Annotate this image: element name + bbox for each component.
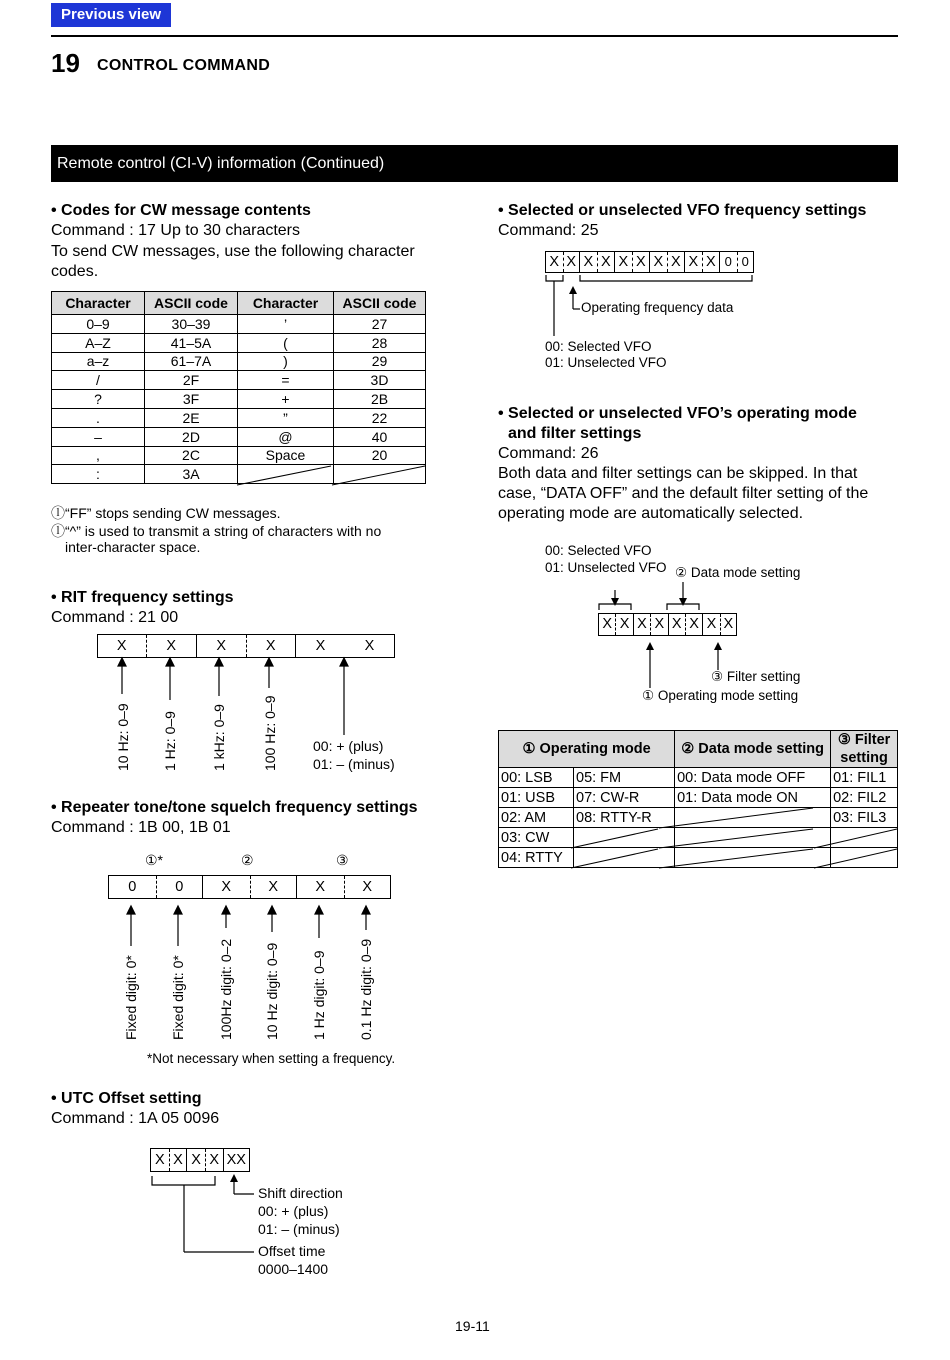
- table-cell: 03: CW: [499, 828, 574, 848]
- column-header: ① Operating mode: [499, 731, 675, 768]
- repeater-label-1: Fixed digit: 0*: [123, 955, 139, 1040]
- table-header-row: [499, 731, 898, 768]
- rit-heading: • RIT frequency settings: [51, 589, 234, 606]
- digit-box: X: [246, 635, 296, 657]
- column-header: Character: [52, 292, 145, 315]
- table-cell: ”: [238, 408, 334, 427]
- repeater-label-6: 0.1 Hz digit: 0–9: [358, 938, 374, 1040]
- vfo-mode-command: Command: 26: [498, 445, 599, 462]
- digit-box: X: [579, 252, 597, 272]
- table-cell: [831, 848, 898, 868]
- digit-box: X: [146, 635, 196, 657]
- digit-box: X: [186, 1149, 205, 1171]
- utc-heading: • UTC Offset setting: [51, 1090, 202, 1107]
- table-cell: 2D: [145, 427, 238, 446]
- table-cell: 2F: [145, 371, 238, 390]
- table-cell: 2B: [334, 390, 426, 409]
- table-cell: 2C: [145, 446, 238, 465]
- table-cell: [574, 828, 675, 848]
- table-cell: .: [52, 408, 145, 427]
- table-cell: ,: [52, 446, 145, 465]
- table-cell: 28: [334, 333, 426, 352]
- previous-view-button[interactable]: Previous view: [51, 3, 171, 27]
- digit-box: X: [597, 252, 615, 272]
- rit-sign-plus: 00: + (plus): [313, 738, 384, 754]
- repeater-marker-2: ②: [241, 852, 254, 868]
- utc-shift-label: Shift direction: [258, 1185, 343, 1201]
- digit-box: X: [116, 638, 127, 654]
- rit-sign-minus: 01: – (minus): [313, 756, 395, 772]
- table-cell: –: [52, 427, 145, 446]
- repeater-marker-3: ③: [336, 852, 349, 868]
- table-cell: [574, 848, 675, 868]
- table-cell: 00: LSB: [499, 768, 574, 788]
- digit-box: X: [250, 876, 297, 898]
- table-row: [499, 848, 898, 868]
- table-cell: ’: [238, 315, 334, 334]
- cw-note-1: ⓛ“FF” stops sending CW messages.: [51, 505, 281, 521]
- table-cell: ): [238, 352, 334, 371]
- vfo-mode-sel-2: 01: Unselected VFO: [545, 560, 667, 575]
- vfo-freq-command: Command: 25: [498, 222, 599, 239]
- digit-box: X: [684, 252, 702, 272]
- table-cell: /: [52, 371, 145, 390]
- vfo-mode-data-label: ② Data mode setting: [675, 565, 801, 580]
- digit-box: 0: [128, 879, 137, 895]
- digit-box: X: [549, 254, 560, 270]
- table-row: [499, 808, 898, 828]
- repeater-footnote: *Not necessary when setting a frequency.: [147, 1051, 396, 1066]
- digit-box: X: [196, 635, 246, 657]
- digit-box: X: [205, 1149, 223, 1171]
- column-header: ③ Filter setting: [831, 731, 898, 768]
- vfo-mode-table: [498, 730, 898, 868]
- table-cell: 01: USB: [499, 788, 574, 808]
- table-cell: 02: FIL2: [831, 788, 898, 808]
- chapter-number: 19: [51, 48, 80, 78]
- digit-box: X: [702, 252, 720, 272]
- table-cell: 3F: [145, 390, 238, 409]
- digit-box: X: [649, 252, 667, 272]
- column-header: Character: [238, 292, 334, 315]
- table-cell: 2E: [145, 408, 238, 427]
- page-number: 19-11: [455, 1318, 490, 1334]
- column-header: ASCII code: [145, 292, 238, 315]
- digit-box: X: [344, 876, 391, 898]
- digit-box: X: [614, 252, 632, 272]
- digit-box: X: [615, 614, 632, 635]
- utc-offset-label: Offset time: [258, 1243, 326, 1259]
- digit-box: X: [702, 614, 719, 635]
- table-cell: 29: [334, 352, 426, 371]
- digit-box: 0: [156, 876, 203, 898]
- vfo-mode-op-label: ① Operating mode setting: [642, 688, 799, 703]
- vfo-freq-data-label: Operating frequency data: [581, 300, 734, 315]
- cw-command: Command : 17 Up to 30 characters: [51, 222, 301, 239]
- vfo-freq-sel-1: 00: Selected VFO: [545, 339, 652, 354]
- vfo-freq-sel-2: 01: Unselected VFO: [545, 355, 667, 370]
- digit-box: X: [650, 614, 667, 635]
- table-cell: 02: AM: [499, 808, 574, 828]
- digit-box: X: [633, 614, 650, 635]
- column-header: ② Data mode setting: [675, 731, 831, 768]
- table-cell: A–Z: [52, 333, 145, 352]
- table-cell: Space: [238, 446, 334, 465]
- table-cell: 40: [334, 427, 426, 446]
- table-cell: [675, 848, 831, 868]
- utc-command: Command : 1A 05 0096: [51, 1110, 220, 1127]
- digit-box: X: [668, 614, 685, 635]
- table-cell: 04: RTTY: [499, 848, 574, 868]
- table-cell: 01: FIL1: [831, 768, 898, 788]
- sign-box: X X: [295, 635, 394, 657]
- vfo-mode-heading: • Selected or unselected VFO’s operating mode: [498, 405, 857, 422]
- table-cell: 61–7A: [145, 352, 238, 371]
- rit-label-100hz: 100 Hz: 0–9: [262, 695, 278, 771]
- table-cell: 3D: [334, 371, 426, 390]
- table-cell: =: [238, 371, 334, 390]
- utc-shift-plus: 00: + (plus): [258, 1203, 329, 1219]
- repeater-label-5: 1 Hz digit: 0–9: [311, 950, 327, 1040]
- info-icon: ⓛ: [51, 523, 65, 539]
- rit-label-1khz: 1 kHz: 0–9: [211, 704, 227, 771]
- table-cell: @: [238, 427, 334, 446]
- vfo-mode-desc-2: case, “DATA OFF” and the default filter setting of the: [498, 485, 869, 502]
- vfo-mode-desc-3: operating mode are automatically selected.: [498, 505, 804, 522]
- vfo-freq-heading: • Selected or unselected VFO frequency settings: [498, 202, 867, 219]
- digit-box: 0: [719, 252, 737, 272]
- repeater-marker-1: ①*: [145, 852, 163, 868]
- table-cell: 05: FM: [574, 768, 675, 788]
- cw-desc-line2: codes.: [51, 263, 99, 280]
- rit-label-1hz: 1 Hz: 0–9: [162, 711, 178, 771]
- table-cell: 30–39: [145, 315, 238, 334]
- utc-offset-range: 0000–1400: [258, 1261, 329, 1277]
- table-cell: ?: [52, 390, 145, 409]
- vfo-mode-desc-1: Both data and filter settings can be skipped. In that: [498, 465, 858, 482]
- digit-box: X: [602, 616, 613, 632]
- table-cell: a–z: [52, 352, 145, 371]
- table-cell: 03: FIL3: [831, 808, 898, 828]
- digit-box: X: [169, 1149, 187, 1171]
- vfo-mode-filter-label: ③ Filter setting: [711, 669, 801, 684]
- utc-shift-minus: 01: – (minus): [258, 1221, 340, 1237]
- digit-box: 0: [737, 252, 754, 272]
- table-cell: [675, 828, 831, 848]
- digit-box: X: [154, 1152, 165, 1168]
- rit-label-10hz: 10 Hz: 0–9: [115, 703, 131, 771]
- cw-note-2-cont: inter-character space.: [65, 539, 201, 555]
- rit-command: Command : 21 00: [51, 609, 179, 626]
- table-cell: (: [238, 333, 334, 352]
- table-cell: 22: [334, 408, 426, 427]
- info-icon: ⓛ: [51, 505, 65, 521]
- digit-box: X: [202, 876, 250, 898]
- table-row: [499, 768, 898, 788]
- repeater-label-3: 100Hz digit: 0–2: [218, 938, 234, 1040]
- cw-heading: • Codes for CW message contents: [51, 202, 311, 219]
- cw-desc-line1: To send CW messages, use the following character: [51, 243, 415, 260]
- repeater-command: Command : 1B 00, 1B 01: [51, 819, 231, 836]
- digit-box: XX: [223, 1149, 249, 1171]
- table-cell: 27: [334, 315, 426, 334]
- table-cell: 3A: [145, 465, 238, 484]
- digit-box: X: [685, 614, 702, 635]
- table-cell: [831, 828, 898, 848]
- digit-box: X: [720, 614, 736, 635]
- table-cell: 01: Data mode ON: [675, 788, 831, 808]
- table-row: [499, 828, 898, 848]
- vfo-mode-sel-1: 00: Selected VFO: [545, 543, 652, 558]
- table-cell: 41–5A: [145, 333, 238, 352]
- repeater-label-4: 10 Hz digit: 0–9: [264, 942, 280, 1040]
- table-cell: +: [238, 390, 334, 409]
- table-cell: 00: Data mode OFF: [675, 768, 831, 788]
- repeater-heading: • Repeater tone/tone squelch frequency settings: [51, 799, 418, 816]
- table-row: [499, 788, 898, 808]
- table-cell: 07: CW-R: [574, 788, 675, 808]
- column-header: ASCII code: [334, 292, 426, 315]
- section-banner: Remote control (CI-V) information (Continued): [51, 145, 898, 182]
- cw-note-2: ⓛ“^” is used to transmit a string of characters with no: [51, 523, 382, 539]
- chapter-title: CONTROL COMMAND: [97, 57, 271, 74]
- digit-box: X: [563, 252, 580, 272]
- table-cell: :: [52, 465, 145, 484]
- digit-box: X: [667, 252, 685, 272]
- digit-box: X: [296, 876, 344, 898]
- digit-box: X: [632, 252, 650, 272]
- table-cell: 20: [334, 446, 426, 465]
- table-cell: 08: RTTY-R: [574, 808, 675, 828]
- table-cell: 0–9: [52, 315, 145, 334]
- vfo-mode-heading-cont: and filter settings: [508, 425, 642, 442]
- table-cell: [675, 808, 831, 828]
- repeater-label-2: Fixed digit: 0*: [170, 955, 186, 1040]
